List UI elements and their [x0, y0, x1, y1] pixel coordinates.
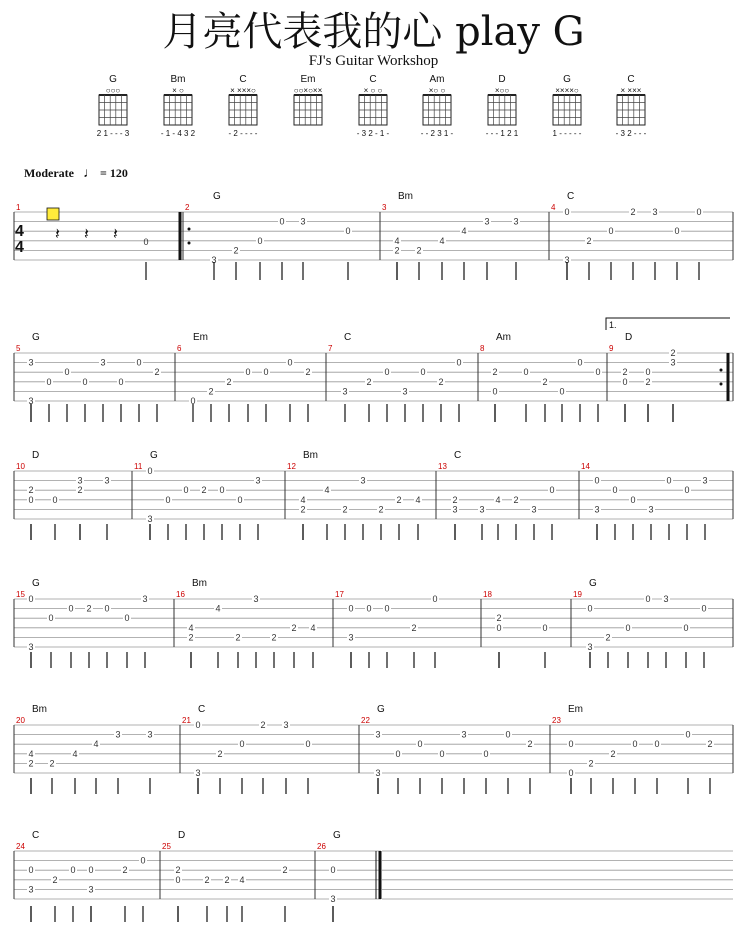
tab-fret-number: 0 — [559, 386, 565, 397]
tab-fret-number: 3 — [652, 207, 658, 217]
tab-fret-number: 4 — [188, 622, 194, 633]
tab-fret-number: 0 — [305, 739, 311, 750]
tab-fret-number: 0 — [64, 367, 70, 378]
tab-fret-number: 0 — [625, 622, 631, 633]
tab-fret-number: 0 — [147, 466, 153, 476]
tab-fret-number: 3 — [255, 475, 261, 486]
tab-fret-number: 0 — [587, 603, 593, 614]
tab-fret-number: 4 — [300, 494, 306, 505]
tab-fret-number: 0 — [568, 768, 574, 778]
measure-chord-name: G — [32, 332, 40, 343]
tab-fret-number: 3 — [342, 386, 348, 397]
measure-number: 18 — [483, 590, 492, 599]
chord-box-fingering: - 3 2 - - - — [615, 129, 647, 138]
tab-fret-number: 2 — [586, 235, 592, 246]
chord-box-fingering: - 2 - - - - — [228, 129, 258, 138]
chord-box-name: Bm — [170, 74, 186, 85]
tab-fret-number: 2 — [588, 758, 594, 769]
tab-fret-number: 2 — [610, 748, 616, 759]
tab-fret-number: 2 — [175, 865, 181, 876]
tab-fret-number: 0 — [701, 603, 707, 614]
measure-chord-name: C — [32, 830, 40, 841]
tab-fret-number: 2 — [188, 632, 194, 643]
tab-fret-number: 0 — [239, 739, 245, 750]
chord-box-fingering: - 1 - 4 3 2 — [160, 129, 196, 138]
tempo-bpm: = 120 — [99, 166, 128, 180]
tab-fret-number: 3 — [115, 729, 121, 740]
tab-fret-number: 3 — [452, 504, 458, 515]
tab-fret-number: 0 — [523, 367, 529, 378]
tab-fret-number: 2 — [28, 485, 34, 496]
tab-fret-number: 2 — [513, 494, 519, 505]
measure-number: 8 — [480, 344, 485, 353]
measure-chord-name: Em — [193, 332, 208, 343]
tempo-label: Moderate — [24, 166, 74, 180]
measure-number: 23 — [552, 716, 561, 725]
tab-fret-number: 2 — [394, 245, 400, 256]
measure-number: 3 — [382, 203, 387, 212]
tab-fret-number: 3 — [375, 768, 381, 778]
song-subtitle: FJ's Guitar Workshop — [308, 53, 439, 69]
tab-fret-number: 2 — [452, 494, 458, 505]
measure-number: 11 — [134, 462, 143, 471]
tab-fret-number: 0 — [496, 622, 502, 633]
tab-fret-number: 3 — [330, 894, 336, 904]
tab-fret-number: 0 — [395, 748, 401, 759]
tab-fret-number: 3 — [375, 729, 381, 740]
tab-fret-number: 3 — [28, 642, 34, 652]
tab-fret-number: 0 — [505, 729, 511, 740]
tab-fret-number: 0 — [666, 475, 672, 486]
tab-fret-number: 2 — [208, 386, 214, 397]
measure-number: 26 — [317, 842, 326, 851]
tab-system — [14, 830, 733, 922]
chord-box-name: C — [369, 74, 377, 85]
tab-fret-number: 2 — [411, 622, 417, 633]
measure-chord-name: D — [178, 830, 186, 841]
tab-fret-number: 0 — [118, 376, 124, 387]
tab-fret-number: 3 — [147, 514, 153, 524]
tab-fret-number: 0 — [696, 207, 702, 217]
tab-fret-number: 2 — [342, 504, 348, 515]
measure-number: 17 — [335, 590, 344, 599]
tab-fret-number: 2 — [496, 613, 502, 624]
measure-number: 9 — [609, 344, 614, 353]
chord-box-open-strings: × ××× — [620, 86, 642, 95]
measure-chord-name: Bm — [32, 704, 47, 715]
tab-fret-number: 3 — [648, 504, 654, 515]
tab-fret-number: 2 — [291, 622, 297, 633]
tab-fret-number: 0 — [330, 865, 336, 876]
tab-fret-number: 0 — [645, 367, 651, 378]
tab-fret-number: 0 — [684, 485, 690, 496]
chord-box-name: C — [239, 74, 247, 85]
tab-fret-number: 3 — [702, 475, 708, 486]
tab-system — [14, 578, 733, 668]
tab-fret-number: 0 — [568, 739, 574, 750]
tab-fret-number: 4 — [215, 603, 221, 614]
tab-fret-number: 3 — [564, 255, 570, 265]
tab-fret-number: 2 — [707, 739, 713, 750]
tab-fret-number: 2 — [305, 367, 311, 378]
measure-number: 21 — [182, 716, 191, 725]
tab-fret-number: 0 — [608, 226, 614, 237]
tab-fret-number: 2 — [645, 376, 651, 387]
tab-fret-number: 2 — [122, 865, 128, 876]
measure-chord-name: G — [333, 830, 341, 841]
tab-fret-number: 0 — [674, 226, 680, 237]
chord-box-open-strings: × ○ ○ — [363, 86, 383, 95]
tab-fret-number: 2 — [86, 603, 92, 614]
tab-fret-number: 2 — [201, 485, 207, 496]
measure-chord-name: C — [198, 704, 206, 715]
tab-fret-number: 0 — [594, 475, 600, 486]
tab-fret-number: 0 — [219, 485, 225, 496]
tab-fret-number: 2 — [224, 874, 230, 885]
tab-fret-number: 3 — [283, 720, 289, 730]
tab-fret-number: 4 — [310, 622, 316, 633]
chord-box-open-strings: × ×××○ — [230, 86, 256, 95]
tab-fret-number: 3 — [587, 642, 593, 652]
tab-fret-number: 4 — [93, 739, 99, 750]
tab-fret-number: 0 — [279, 216, 285, 227]
tab-fret-number: 0 — [257, 235, 263, 246]
measure-chord-name: D — [32, 450, 40, 461]
tab-fret-number: 2 — [28, 758, 34, 769]
chord-box-name: C — [627, 74, 635, 85]
tab-fret-number: 2 — [416, 245, 422, 256]
measure-chord-name: G — [150, 450, 158, 461]
tab-fret-number: 3 — [670, 357, 676, 368]
volta-bracket — [606, 318, 730, 330]
tab-fret-number: 0 — [348, 603, 354, 614]
tab-fret-number: 0 — [143, 237, 149, 247]
measure-chord-name: C — [567, 191, 575, 202]
measure-chord-name: G — [377, 704, 385, 715]
measure-number: 5 — [16, 344, 21, 353]
chord-box-open-strings: ○○×○×× — [293, 86, 323, 95]
measure-chord-name: C — [344, 332, 352, 343]
measure-number: 19 — [573, 590, 582, 599]
tab-fret-number: 0 — [645, 594, 651, 604]
chord-box-fingering: 1 - - - - - — [552, 129, 582, 138]
tab-fret-number: 2 — [204, 874, 210, 885]
measure-number: 7 — [328, 344, 333, 353]
measure-number: 10 — [16, 462, 25, 471]
tab-fret-number: 2 — [670, 348, 676, 358]
measure-chord-name: Bm — [398, 191, 413, 202]
tab-system — [14, 191, 733, 280]
tab-fret-number: 0 — [432, 594, 438, 604]
measure-chord-name: G — [589, 578, 597, 589]
measure-number: 12 — [287, 462, 296, 471]
measure-number: 1 — [16, 203, 21, 212]
tab-fret-number: 2 — [630, 207, 636, 217]
tab-fret-number: 3 — [594, 504, 600, 515]
measure-chord-name: Bm — [192, 578, 207, 589]
tab-fret-number: 2 — [260, 720, 266, 730]
tab-fret-number: 0 — [417, 739, 423, 750]
tab-fret-number: 0 — [685, 729, 691, 740]
tab-fret-number: 0 — [28, 865, 34, 876]
cursor-marker — [47, 208, 59, 220]
tab-fret-number: 3 — [100, 357, 106, 368]
tab-fret-number: 4 — [324, 485, 330, 496]
tab-fret-number: 0 — [577, 357, 583, 368]
measure-number: 25 — [162, 842, 171, 851]
tab-fret-number: 2 — [396, 494, 402, 505]
tab-fret-number: 4 — [415, 494, 421, 505]
tab-fret-number: 3 — [28, 884, 34, 895]
tab-fret-number: 3 — [663, 594, 669, 604]
tab-fret-number: 0 — [48, 613, 54, 624]
tab-fret-number: 3 — [402, 386, 408, 397]
tab-fret-number: 0 — [82, 376, 88, 387]
quarter-rest-icon: 𝄽 — [84, 226, 89, 243]
chord-box-fingering: - - 2 3 1 - — [420, 129, 454, 138]
tab-fret-number: 0 — [632, 739, 638, 750]
tab-fret-number: 4 — [439, 235, 445, 246]
tab-fret-number: 3 — [300, 216, 306, 227]
measure-number: 6 — [177, 344, 182, 353]
tab-fret-number: 0 — [165, 494, 171, 505]
tab-fret-number: 0 — [384, 367, 390, 378]
tab-system — [14, 450, 733, 540]
measure-number: 16 — [176, 590, 185, 599]
tab-fret-number: 3 — [360, 475, 366, 486]
tab-fret-number: 0 — [456, 357, 462, 368]
quarter-rest-icon: 𝄽 — [55, 226, 60, 243]
measure-number: 4 — [551, 203, 556, 212]
measure-number: 22 — [361, 716, 370, 725]
chord-box-fingering: - - - 1 2 1 — [485, 129, 519, 138]
tab-fret-number: 0 — [420, 367, 426, 378]
tab-fret-number: 2 — [49, 758, 55, 769]
measure-number: 24 — [16, 842, 25, 851]
tab-fret-number: 3 — [104, 475, 110, 486]
measure-chord-name: G — [32, 578, 40, 589]
tab-fret-number: 3 — [211, 255, 217, 265]
measure-number: 13 — [438, 462, 447, 471]
tab-fret-number: 0 — [124, 613, 130, 624]
tab-system — [14, 704, 733, 794]
time-signature-bottom: 4 — [15, 239, 24, 256]
quarter-note-icon: ♩ — [82, 166, 97, 181]
chord-box-open-strings: ○○○ — [105, 86, 121, 95]
tab-fret-number: 2 — [77, 485, 83, 496]
tab-fret-number: 3 — [531, 504, 537, 515]
tab-fret-number: 2 — [300, 504, 306, 515]
tab-fret-number: 3 — [142, 594, 148, 604]
tab-fret-number: 3 — [348, 632, 354, 643]
tab-fret-number: 0 — [654, 739, 660, 750]
tab-fret-number: 2 — [154, 367, 160, 378]
tab-fret-number: 0 — [595, 367, 601, 378]
tab-fret-number: 2 — [438, 376, 444, 387]
tab-fret-number: 2 — [52, 874, 58, 885]
tab-fret-number: 0 — [612, 485, 618, 496]
chord-box-open-strings: ×○ ○ — [428, 86, 446, 95]
chord-box-name: G — [109, 74, 117, 85]
tab-fret-number: 2 — [542, 376, 548, 387]
tab-fret-number: 2 — [378, 504, 384, 515]
measure-number: 2 — [185, 203, 190, 212]
time-signature-top: 4 — [15, 223, 24, 240]
tab-fret-number: 0 — [140, 855, 146, 866]
tab-fret-number: 2 — [217, 748, 223, 759]
tab-fret-number: 0 — [175, 874, 181, 885]
tab-fret-number: 3 — [195, 768, 201, 778]
tab-fret-number: 0 — [549, 485, 555, 496]
tab-fret-number: 0 — [46, 376, 52, 387]
tab-fret-number: 0 — [245, 367, 251, 378]
chord-box-name: Am — [429, 74, 445, 85]
chord-box-open-strings: ×○○ — [494, 86, 510, 95]
tab-fret-number: 0 — [542, 622, 548, 633]
chord-box-fingering: 2 1 - - - 3 — [96, 129, 130, 138]
chord-box-fingering: - 3 2 - 1 - — [356, 129, 390, 138]
tab-fret-number: 0 — [190, 396, 196, 406]
measure-chord-name: C — [454, 450, 462, 461]
tab-fret-number: 0 — [492, 386, 498, 397]
tab-fret-number: 2 — [492, 367, 498, 378]
tab-fret-number: 0 — [483, 748, 489, 759]
tab-fret-number: 0 — [68, 603, 74, 614]
tab-fret-number: 2 — [233, 245, 239, 256]
tab-fret-number: 3 — [88, 884, 94, 895]
tab-fret-number: 0 — [136, 357, 142, 368]
measure-chord-name: Am — [496, 332, 511, 343]
measure-chord-name: Em — [568, 704, 583, 715]
tab-fret-number: 0 — [683, 622, 689, 633]
tab-fret-number: 0 — [564, 207, 570, 217]
tab-fret-number: 3 — [77, 475, 83, 486]
tab-fret-number: 3 — [479, 504, 485, 515]
measure-number: 14 — [581, 462, 590, 471]
tab-fret-number: 2 — [226, 376, 232, 387]
volta-label: 1. — [609, 320, 617, 330]
tab-fret-number: 2 — [622, 367, 628, 378]
tab-fret-number: 4 — [495, 494, 501, 505]
song-title: 月亮代表我的心 play G — [162, 9, 585, 55]
tab-fret-number: 3 — [484, 216, 490, 227]
tab-fret-number: 3 — [28, 357, 34, 368]
chord-box-open-strings: × ○ — [172, 86, 184, 95]
tab-fret-number: 4 — [461, 226, 467, 237]
tab-fret-number: 0 — [345, 226, 351, 237]
tab-fret-number: 3 — [147, 729, 153, 740]
tab-fret-number: 2 — [605, 632, 611, 643]
tab-fret-number: 0 — [237, 494, 243, 505]
quarter-rest-icon: 𝄽 — [113, 226, 118, 243]
tab-fret-number: 0 — [439, 748, 445, 759]
tab-fret-number: 0 — [28, 594, 34, 604]
tab-fret-number: 0 — [287, 357, 293, 368]
measure-chord-name: G — [213, 191, 221, 202]
tab-fret-number: 3 — [28, 396, 34, 406]
tab-fret-number: 4 — [72, 748, 78, 759]
tab-fret-number: 0 — [384, 603, 390, 614]
tab-fret-number: 2 — [271, 632, 277, 643]
tab-fret-number: 3 — [461, 729, 467, 740]
tab-fret-number: 0 — [70, 865, 76, 876]
tab-fret-number: 4 — [28, 748, 34, 759]
tab-fret-number: 0 — [88, 865, 94, 876]
tab-fret-number: 2 — [527, 739, 533, 750]
chord-box-open-strings: ××××○ — [555, 86, 579, 95]
tab-fret-number: 0 — [52, 494, 58, 505]
measure-chord-name: D — [625, 332, 633, 343]
tab-fret-number: 0 — [104, 603, 110, 614]
tab-fret-number: 4 — [394, 235, 400, 246]
measure-number: 20 — [16, 716, 25, 725]
tab-fret-number: 0 — [630, 494, 636, 505]
tab-fret-number: 0 — [28, 494, 34, 505]
chord-box-name: D — [498, 74, 506, 85]
measure-chord-name: Bm — [303, 450, 318, 461]
tab-fret-number: 2 — [235, 632, 241, 643]
tab-fret-number: 3 — [253, 594, 259, 604]
chord-box-name: Em — [300, 74, 316, 85]
tab-fret-number: 0 — [183, 485, 189, 496]
tab-fret-number: 0 — [195, 720, 201, 730]
tab-fret-number: 4 — [239, 874, 245, 885]
tab-fret-number: 0 — [622, 376, 628, 387]
tab-fret-number: 2 — [282, 865, 288, 876]
chord-box-name: G — [563, 74, 571, 85]
tab-fret-number: 0 — [263, 367, 269, 378]
tab-fret-number: 3 — [513, 216, 519, 227]
tab-fret-number: 2 — [366, 376, 372, 387]
tab-system — [14, 318, 733, 422]
tab-fret-number: 0 — [366, 603, 372, 614]
measure-number: 15 — [16, 590, 25, 599]
